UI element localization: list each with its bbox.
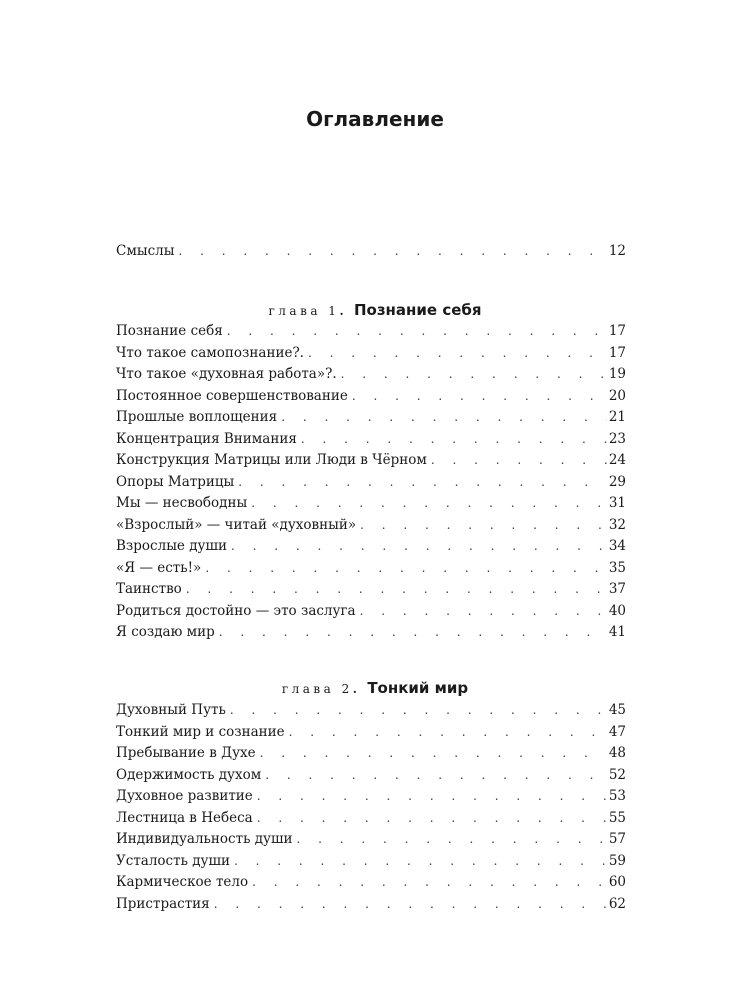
toc-entry[interactable] bbox=[116, 624, 626, 646]
toc-entry-label: Индивидуальность души bbox=[116, 831, 293, 847]
dot-leader bbox=[281, 410, 607, 424]
toc-entry-page: 40 bbox=[608, 602, 626, 619]
toc-entry[interactable] bbox=[116, 853, 626, 875]
toc-entry-label: Прошлые воплощения bbox=[116, 409, 278, 425]
toc-entry-page: 32 bbox=[608, 516, 626, 533]
toc-entry[interactable] bbox=[116, 495, 626, 517]
toc-entry[interactable] bbox=[116, 831, 626, 853]
toc-entry[interactable] bbox=[116, 702, 626, 724]
toc-entry[interactable] bbox=[116, 788, 626, 810]
toc-entry-label: Концентрация Внимания bbox=[116, 430, 297, 447]
toc-entry-page: 37 bbox=[608, 581, 626, 597]
dot-leader bbox=[238, 475, 607, 489]
dot-leader bbox=[257, 789, 607, 803]
toc-entry-label: Пребывание в Духе bbox=[116, 745, 256, 761]
toc-entry[interactable] bbox=[116, 745, 626, 767]
toc-entry-page: 17 bbox=[608, 344, 626, 361]
toc-entry-page: 53 bbox=[608, 788, 626, 804]
toc-entry-label: Родиться достойно — это заслуга bbox=[116, 602, 356, 619]
toc-entry-label: Смыслы bbox=[116, 243, 175, 259]
chapter-heading-1 bbox=[0, 292, 750, 321]
dot-leader bbox=[260, 746, 607, 760]
dot-leader bbox=[360, 518, 607, 532]
toc-entry[interactable] bbox=[116, 452, 626, 474]
chapter-heading-2 bbox=[0, 670, 750, 699]
toc-entry-page: 41 bbox=[608, 624, 626, 640]
toc-entry-page: 45 bbox=[608, 702, 626, 718]
toc-entry[interactable] bbox=[116, 874, 626, 896]
toc-entry-label: Конструкция Матрицы или Люди в Чёрном bbox=[116, 452, 427, 468]
dot-leader bbox=[214, 897, 607, 911]
toc-entry-page: 35 bbox=[608, 559, 626, 576]
dot-leader bbox=[178, 244, 606, 258]
dot-leader bbox=[257, 811, 607, 825]
dot-leader bbox=[251, 496, 607, 510]
chapter-separator: . bbox=[339, 304, 344, 318]
toc-entry-page: 17 bbox=[608, 323, 626, 339]
toc-entry-page: 23 bbox=[608, 430, 626, 447]
chapter-name: Тонкий мир bbox=[367, 679, 469, 697]
toc-entry-page: 34 bbox=[608, 538, 626, 554]
chapter-2-entries bbox=[116, 702, 626, 917]
toc-entry-label: Одержимость духом bbox=[116, 766, 262, 783]
toc-entry[interactable] bbox=[116, 560, 626, 582]
toc-entry-label: Познание себя bbox=[116, 323, 223, 339]
toc-entry-label: Что такое «духовная работа»?. bbox=[116, 366, 337, 382]
toc-entry-page: 62 bbox=[608, 895, 626, 912]
dot-leader bbox=[265, 768, 607, 782]
toc-entry[interactable] bbox=[116, 388, 626, 410]
toc-entry-label: Постоянное совершенствование bbox=[116, 387, 348, 404]
toc-entry[interactable] bbox=[116, 431, 626, 453]
dot-leader bbox=[230, 703, 607, 717]
toc-entry-label: Усталость души bbox=[116, 852, 231, 869]
toc-entry-label: Лестница в Небеса bbox=[116, 809, 253, 826]
dot-leader bbox=[360, 604, 607, 618]
toc-entry-page: 57 bbox=[608, 831, 626, 847]
toc-entry-label: Тонкий мир и сознание bbox=[116, 723, 285, 740]
toc-entry[interactable] bbox=[116, 810, 626, 832]
page-title: Оглавление bbox=[306, 107, 444, 131]
dot-leader bbox=[252, 875, 607, 889]
dot-leader bbox=[341, 367, 607, 381]
toc-entry-page: 59 bbox=[608, 852, 626, 869]
toc-entry[interactable] bbox=[116, 896, 626, 918]
toc-entry-label: «Я — есть!» bbox=[116, 559, 202, 576]
toc-entry-page: 29 bbox=[608, 473, 626, 490]
dot-leader bbox=[308, 346, 607, 360]
toc-entry-label: Что такое самопознание?. bbox=[116, 344, 304, 361]
dot-leader bbox=[227, 324, 607, 338]
toc-entry[interactable] bbox=[116, 366, 626, 388]
toc-entry[interactable] bbox=[116, 345, 626, 367]
toc-entry-page: 48 bbox=[608, 745, 626, 761]
toc-entry-page: 12 bbox=[608, 243, 626, 259]
toc-entry[interactable] bbox=[116, 517, 626, 539]
toc-intro bbox=[116, 243, 626, 265]
dot-leader bbox=[289, 725, 607, 739]
chapter-prefix: глава 1 bbox=[268, 304, 340, 318]
toc-entry-label: Духовное развитие bbox=[116, 788, 253, 804]
toc-entry-label: Опоры Матрицы bbox=[116, 473, 235, 490]
dot-leader bbox=[352, 389, 607, 403]
toc-entry-label: «Взрослый» — читай «духовный» bbox=[116, 516, 357, 533]
toc-entry[interactable] bbox=[116, 603, 626, 625]
chapter-prefix: глава 2 bbox=[281, 682, 353, 696]
dot-leader bbox=[205, 561, 607, 575]
toc-entry-label: Кармическое тело bbox=[116, 874, 249, 890]
toc-entry-label: Пристрастия bbox=[116, 895, 210, 912]
chapter-1-entries bbox=[116, 323, 626, 646]
chapter-separator: . bbox=[352, 682, 357, 696]
dot-leader bbox=[301, 432, 607, 446]
dot-leader bbox=[219, 625, 607, 639]
toc-entry[interactable] bbox=[116, 323, 626, 345]
toc-entry-page: 21 bbox=[608, 409, 626, 425]
toc-entry-label: Таинство bbox=[116, 581, 182, 597]
toc-entry-page: 20 bbox=[608, 387, 626, 404]
toc-entry-page: 60 bbox=[608, 874, 626, 890]
toc-entry-label: Взрослые души bbox=[116, 538, 228, 554]
chapter-name: Познание себя bbox=[353, 301, 482, 319]
toc-entry[interactable] bbox=[116, 474, 626, 496]
toc-entry-page: 47 bbox=[608, 723, 626, 740]
toc-entry[interactable] bbox=[116, 724, 626, 746]
dot-leader bbox=[234, 854, 607, 868]
dot-leader bbox=[231, 539, 607, 553]
dot-leader bbox=[186, 582, 607, 596]
toc-entry-label: Я создаю мир bbox=[116, 624, 215, 640]
toc-entry[interactable] bbox=[116, 581, 626, 603]
toc-entry[interactable] bbox=[116, 243, 626, 265]
toc-entry[interactable] bbox=[116, 409, 626, 431]
toc-entry-page: 24 bbox=[608, 452, 626, 468]
toc-entry-label: Мы — несвободны bbox=[116, 495, 248, 511]
toc-entry-page: 55 bbox=[608, 809, 626, 826]
toc-entry-page: 52 bbox=[608, 766, 626, 783]
toc-entry-page: 19 bbox=[608, 366, 626, 382]
toc-entry[interactable] bbox=[116, 767, 626, 789]
toc-entry-label: Духовный Путь bbox=[116, 702, 226, 718]
dot-leader bbox=[297, 832, 607, 846]
dot-leader bbox=[431, 453, 607, 467]
toc-entry[interactable] bbox=[116, 538, 626, 560]
toc-entry-page: 31 bbox=[608, 495, 626, 511]
